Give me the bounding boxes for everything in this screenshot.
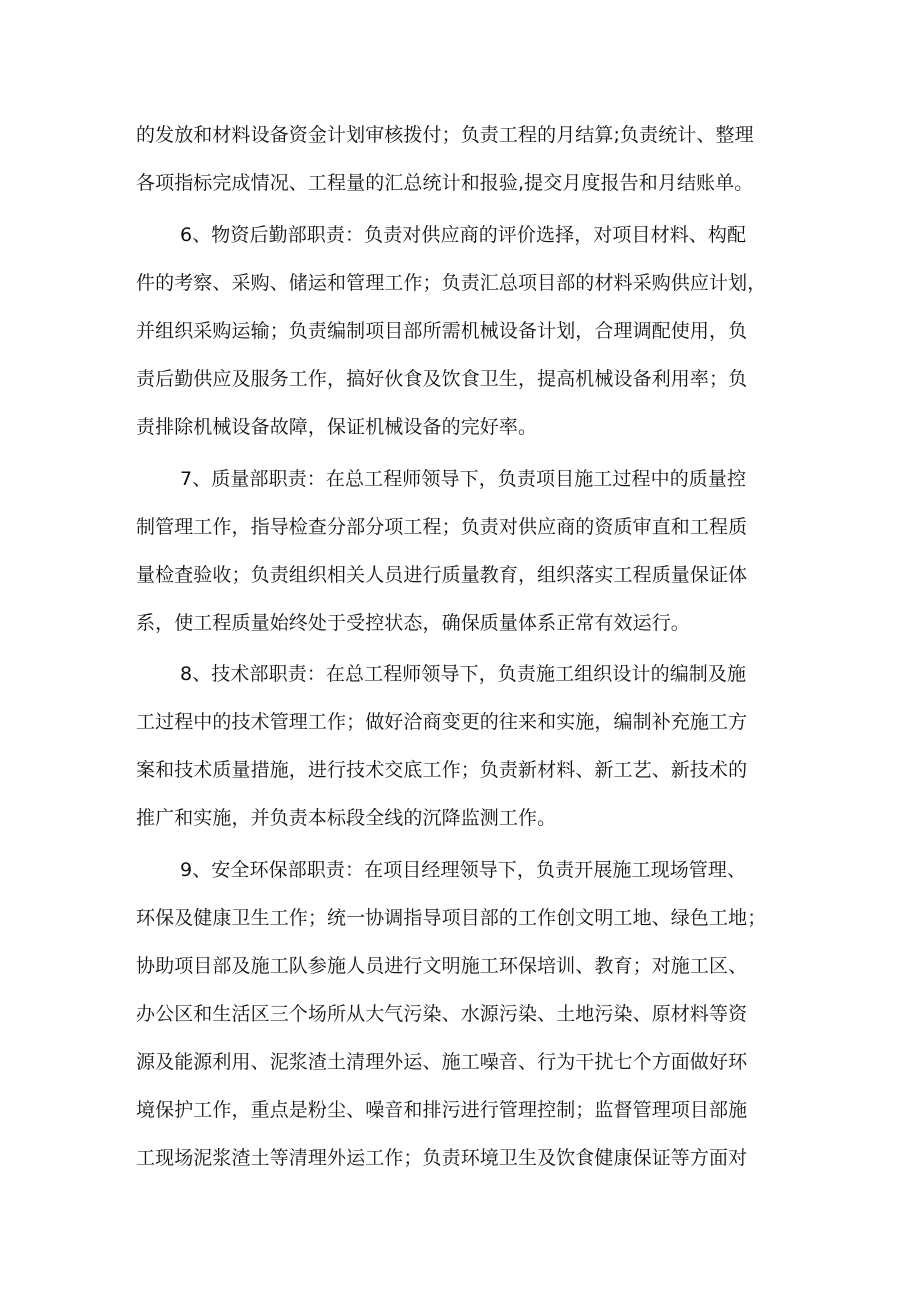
text-line-18: 协助项目部及施工队参施人员进行文明施工环保培训、教育；对施工区、 (136, 955, 748, 977)
text-line-21: 境保护工作，重点是粉尘、噪音和排污进行管理控制；监督管理项目部施 (136, 1099, 748, 1121)
text-line-14: 案和技术质量措施，进行技术交底工作；负责新材料、新工艺、新技术的 (136, 759, 748, 781)
text-line-22: 工现场泥浆渣土等清理外运工作；负责环境卫生及饮食健康保证等方面对 (136, 1147, 748, 1169)
text-line-15: 推广和实施，并负责本标段全线的沉降监测工作。 (136, 807, 557, 829)
text-line-10: 量检査验收；负责组织相关人员进行质量教育，组织落实工程质量保证体 (136, 564, 748, 586)
text-line-9: 制管理工作，指导检查分部分项工程；负责对供应商的资质审直和工程质 (136, 516, 748, 538)
text-line-5: 并组织采购运输；负责编制项目部所需机械设备计划，合理调配使用，负 (136, 320, 748, 342)
text-line-6: 责后勤供应及服务工作，搞好伙食及饮食卫生，提高机械设备利用率；负 (136, 368, 748, 390)
text-line-20: 源及能源利用、泥浆渣土清理外运、施工噪音、行为干扰七个方面做好环 (136, 1051, 748, 1073)
text-line-1: 的发放和材料设备资金计划审核拨付；负责工程的月结算;负责统计、整理 (136, 124, 754, 146)
text-line-19: 办公区和生活区三个场所从大气污染、水源污染、土地污染、原材料等资 (136, 1003, 748, 1025)
text-line-11: 系，使工程质量始终处于受控状态，确保质量体系正常有效运行。 (136, 612, 690, 634)
text-line-4: 件的考察、采购、储运和管理工作；负责汇总项目部的材料采购供应计划， (136, 272, 767, 294)
paragraph-6-heading-line: 6、物资后勤部职责：负责对供应商的评价选择，对项目材料、构配 (180, 224, 747, 246)
paragraph-8-heading-line: 8、技术部职责：在总工程师领导下，负责施工组织设计的编制及施 (180, 663, 747, 685)
paragraph-7-heading-line: 7、质量部职责：在总工程师领导下，负责项目施工过程中的质量控 (180, 468, 747, 490)
paragraph-9-heading-line: 9、安全环保部职责：在项目经理领导下，负责开展施工现场管理、 (180, 859, 747, 881)
text-line-17: 环保及健康卫生工作；统一协调指导项目部的工作创文明工地、绿色工地； (136, 907, 767, 929)
text-line-2: 各项指标完成情况、工程量的汇总统计和报验,提交月度报告和月结账单。 (136, 172, 754, 194)
text-line-7: 责排除机械设备故障，保证机械设备的完好率。 (136, 416, 538, 438)
text-line-13: 工过程中的技术管理工作；做好洽商变更的往来和实施，编制补充施工方 (136, 711, 748, 733)
